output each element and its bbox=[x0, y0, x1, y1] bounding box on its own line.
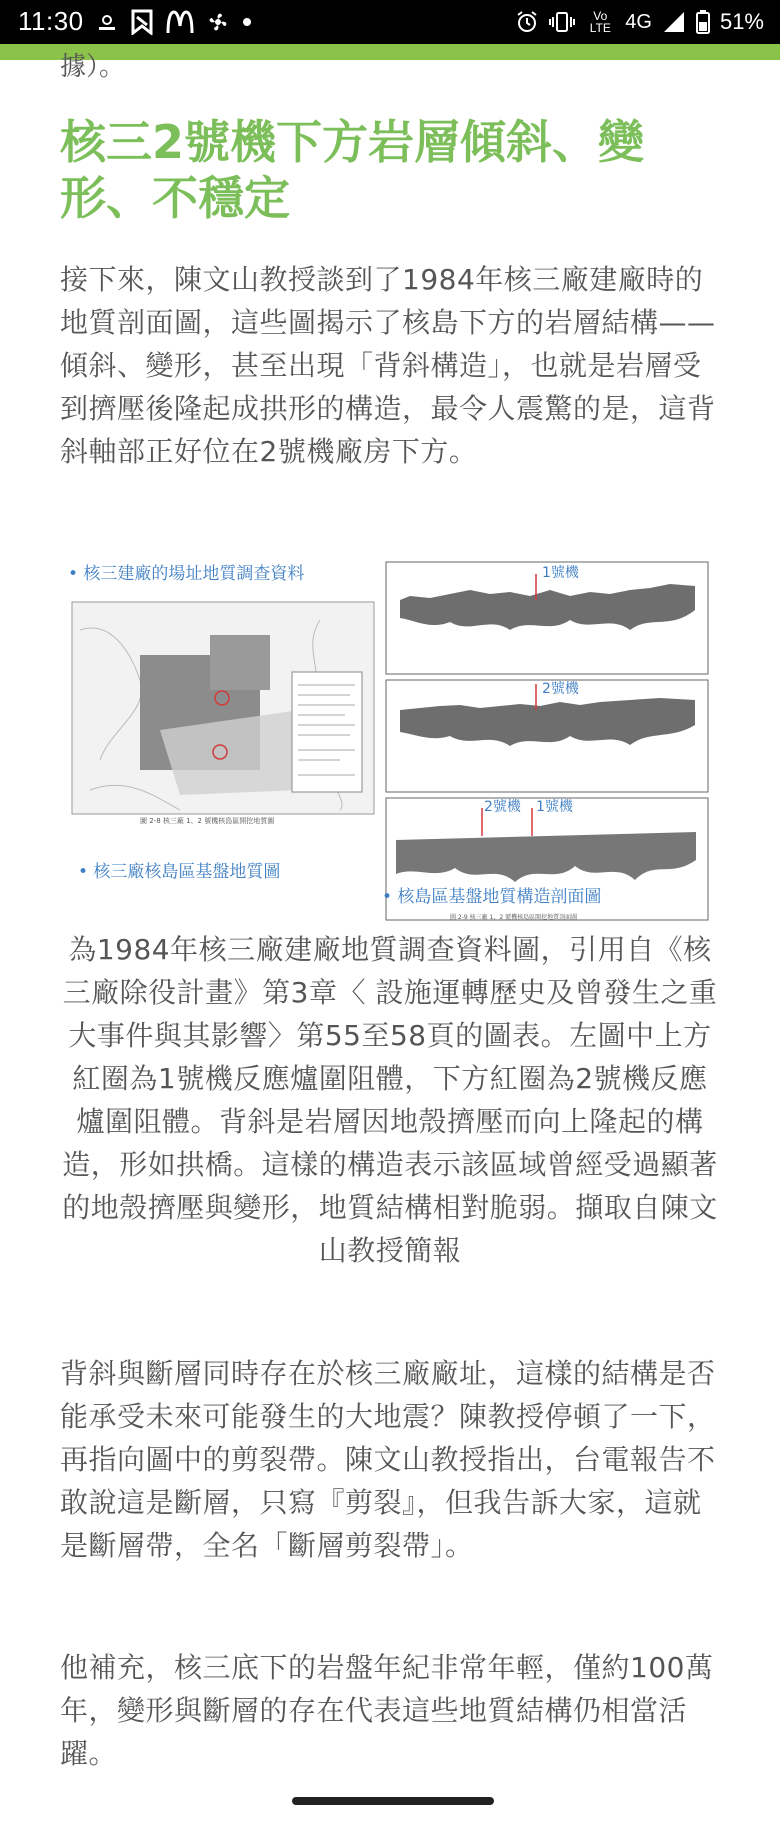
battery-percent: 51% bbox=[719, 9, 764, 34]
figure-marker-unit1-top: 1號機 bbox=[542, 565, 579, 581]
fan-icon bbox=[206, 10, 230, 34]
figure-marker-unit2-middle: 2號機 bbox=[542, 681, 579, 697]
volte-icon: Vo LTE bbox=[589, 9, 611, 35]
previous-text-fragment: 據）。 bbox=[60, 52, 126, 82]
figure-map-caption: 圖 2-8 核三廠 1、2 號機核島區開挖地質圖 bbox=[140, 817, 275, 825]
figure-label-site-survey: • 核三建廠的場址地質調查資料 bbox=[68, 564, 305, 584]
paragraph-2: 背斜與斷層同時存在於核三廠廠址，這樣的結構是否能承受未來可能發生的大地震？陳教授停頓了一下，再指向圖中的剪裂帶。陳文山教授指出，台電報告不敢說這是斷層，只寫『剪裂』，但我告訴大家，這就是斷層帶，全名「斷層剪裂帶」。 bbox=[60, 1357, 716, 1562]
bookmark-app-icon bbox=[130, 9, 154, 35]
status-bar bbox=[0, 0, 780, 44]
section-heading: 核三2號機下方岩層傾斜、變形、不穩定 bbox=[60, 115, 645, 225]
figure-label-section: • 核島區基盤地質構造剖面圖 bbox=[382, 887, 602, 907]
paragraph-1: 接下來，陳文山教授談到了1984年核三廠建廠時的地質剖面圖，這些圖揭示了核島下方的岩層結構——傾斜、變形，甚至出現「背斜構造」，也就是岩層受到擠壓後隆起成拱形的構造，最令人震驚的是，這背斜軸部正好位在2號機廠房下方。 bbox=[60, 263, 716, 468]
battery-icon bbox=[696, 10, 710, 34]
gesture-nav-handle[interactable] bbox=[292, 1797, 494, 1805]
geology-figure[interactable] bbox=[70, 560, 710, 925]
notification-icons bbox=[96, 9, 252, 35]
mcdonalds-icon bbox=[166, 10, 194, 34]
status-time: 11:30 bbox=[18, 6, 84, 36]
figure-section-caption: 圖 2-9 核三廠 1、2 號機核島區開挖地質剖面圖 bbox=[450, 914, 578, 921]
paragraph-3: 他補充，核三底下的岩盤年紀非常年輕，僅約100萬年，變形與斷層的存在代表這些地質結構仍相當活躍。 bbox=[60, 1651, 714, 1770]
figure-marker-unit1-bottom: 1號機 bbox=[536, 799, 573, 815]
network-type: 4G bbox=[625, 11, 652, 33]
system-status-icons bbox=[515, 7, 764, 37]
figure-marker-unit2-bottom: 2號機 bbox=[484, 799, 521, 815]
hotspot-icon bbox=[96, 11, 118, 33]
alarm-icon bbox=[515, 10, 539, 34]
vibrate-icon bbox=[549, 10, 575, 34]
figure-caption: 為1984年核三廠建廠地質調查資料圖，引用自《核三廠除役計畫》第3章〈 設施運轉歷史及曾發生之重大事件與其影響〉第55至58頁的圖表。左圖中上方紅圈為1號機反應爐圍阻體，下方紅圈為2號機反應爐圍阻體。背斜是岩層因地殼擠壓而向上隆起的構造，形如拱橋。這樣的構造表示該區域曾經受過顯著的地殼擠壓與變形，地質結構相對脆弱。擷取自陳文山教授簡報 bbox=[62, 933, 718, 1267]
signal-icon bbox=[662, 10, 686, 34]
dot-icon bbox=[242, 17, 252, 27]
figure-label-basement-map: • 核三廠核島區基盤地質圖 bbox=[78, 862, 281, 882]
